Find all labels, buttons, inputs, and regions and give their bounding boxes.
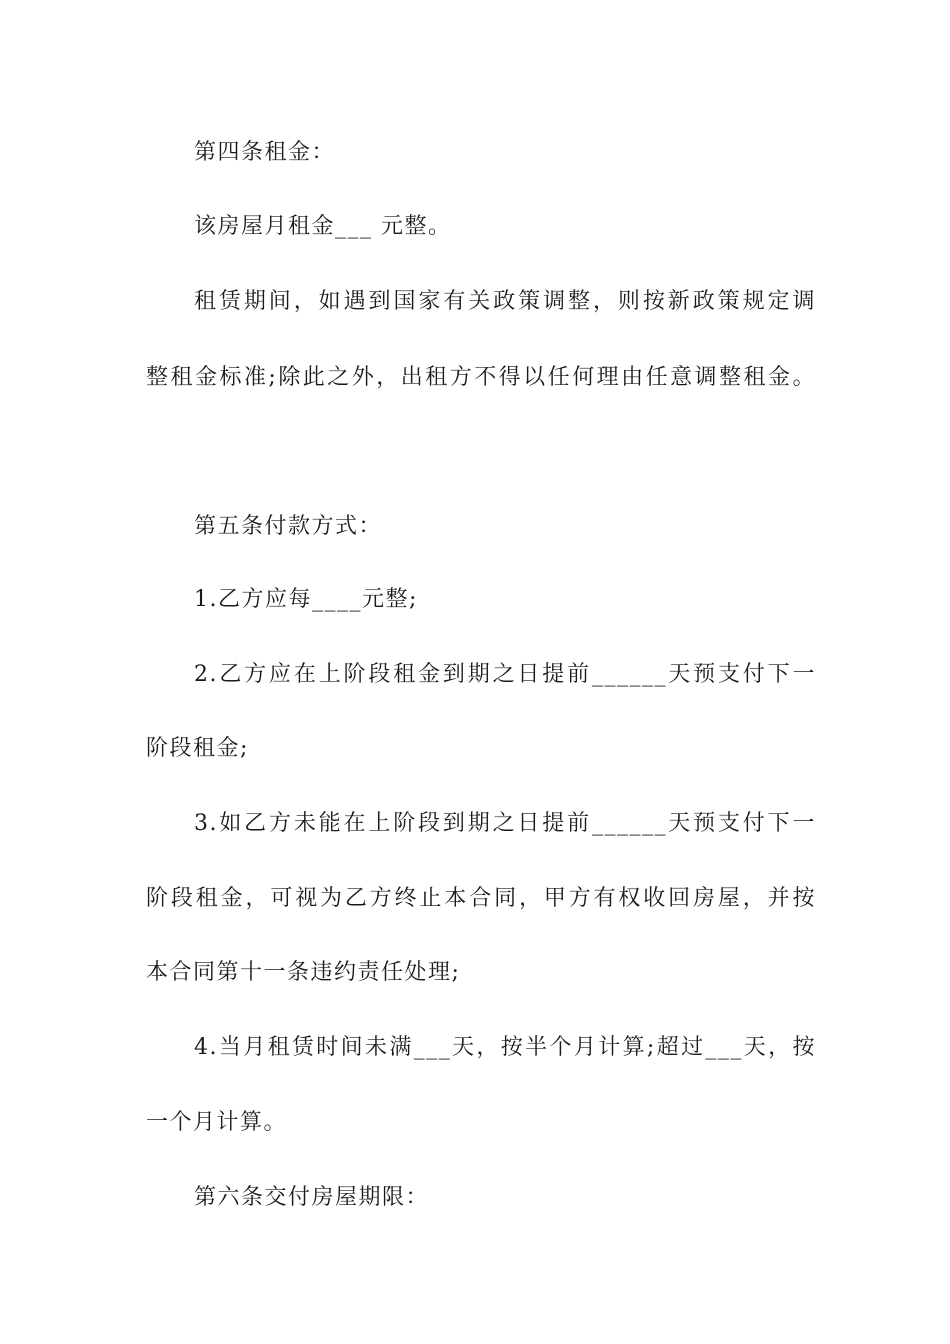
payment-item-4-line-2: 一个月计算。 [146, 1110, 288, 1135]
article-6-heading: 第六条交付房屋期限： [194, 1185, 430, 1210]
payment-item-4-line-1: 4.当月租赁时间未满___天，按半个月计算;超过___天，按 [194, 1035, 816, 1060]
payment-item-2-line-1: 2.乙方应在上阶段租金到期之日提前______天预支付下一 [194, 662, 816, 687]
payment-item-3-line-1: 3.如乙方未能在上阶段到期之日提前______天预支付下一 [194, 811, 816, 836]
payment-item-2-line-2: 阶段租金; [146, 736, 249, 761]
rent-adjust-line-2: 整租金标准;除此之外，出租方不得以任何理由任意调整租金。 [146, 365, 816, 390]
payment-item-3-line-3: 本合同第十一条违约责任处理; [146, 960, 461, 985]
article-5-heading: 第五条付款方式： [194, 514, 383, 539]
article-4-heading: 第四条租金： [194, 140, 336, 165]
payment-item-3-line-2: 阶段租金，可视为乙方终止本合同，甲方有权收回房屋，并按 [146, 886, 816, 911]
payment-item-1: 1.乙方应每____元整; [194, 587, 418, 612]
monthly-rent-line: 该房屋月租金___ 元整。 [194, 214, 452, 239]
rent-adjust-line-1: 租赁期间，如遇到国家有关政策调整，则按新政策规定调 [194, 289, 816, 314]
